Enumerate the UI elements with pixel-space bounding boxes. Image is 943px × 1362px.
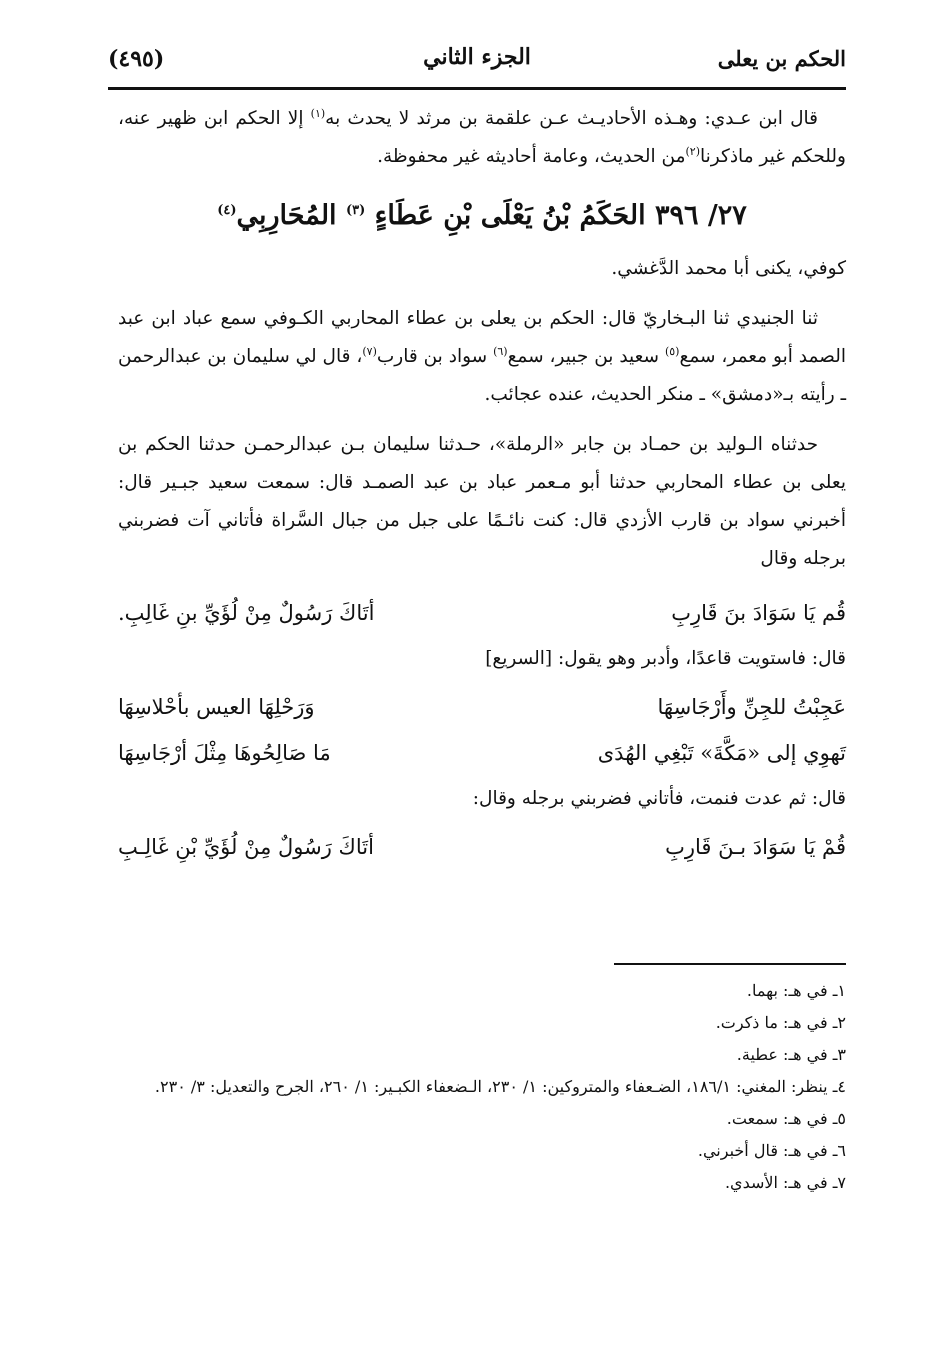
volume-label: الجزء الثاني (423, 44, 531, 70)
verse-first-hemistich: عَجِبْتُ للجِنِّ وأَرْجَاسِهَا (657, 695, 846, 719)
footnote-item: ٧ـ في هـ: الأسدي. (724, 1173, 846, 1192)
entry-name: الحَكَمُ بْنُ يَعْلَى بْنِ عَطَاءٍ (365, 200, 655, 231)
running-header (108, 40, 846, 84)
entry-number: ٢٧/ ٣٩٦ (655, 200, 747, 231)
footnote-ref-5: (٥) (664, 344, 680, 358)
footnote-item: ٥ـ في هـ: سمعت. (726, 1109, 846, 1128)
footnote-item: ١ـ في هـ: بهما. (746, 981, 846, 1000)
footnote-item: ٤ـ ينظر: المغني: ١٨٦/١، الضـعفاء والمتروكين: ١/ ٢٣٠، الـضعفاء الكبـير: ١/ ٢٦٠، الجرح والتعديل: ٣/ ٢٣٠. (154, 1077, 846, 1096)
entry-nisba: المُحَارِبِي (236, 200, 346, 231)
footnotes (118, 975, 846, 1199)
verse-second-hemistich: وَرَحْلِهَا العيس بأحْلاسِهَا (118, 695, 315, 719)
header-rule (108, 87, 846, 90)
verse-first-hemistich: تَهوِي إلى «مَكَّةَ» تَبْغِي الهُدَى (597, 741, 846, 765)
paragraph-bukhari: ثنا الجنيدي ثنا البـخاريّ قال: الحكم بن يعلى بن عطاء المحاربي الكـوفي سمع عباد ابن عبد الصمد أبو معمر، سمع$^{(٥)}$ سعيد بن جبير، سمع$^{(٦)}$ سواد بن قارب$^{(٧)}$، قال لي سليمان بن عبدالرحمن ـ رأيته بـ«دمشق» ـ منكر الحديث، عنده عجائب. (118, 308, 846, 405)
meter-note: قال: فاستويت قاعدًا، وأدبر وهو يقول: [السريع] (485, 648, 846, 669)
footnote-ref-2: (٢) (685, 144, 701, 158)
footnote-item: ٦ـ في هـ: قال أخبرني. (697, 1141, 846, 1160)
verse-second-hemistich: أتَاكَ رَسُولٌ مِنْ لُؤَيِّ بنِ غَالِبِ. (118, 601, 375, 625)
verse-first-hemistich: قُم يَا سَوَادَ بنَ قَارِبِ (671, 601, 846, 625)
verse-line (118, 684, 846, 730)
paragraph-return: قال: ثم عدت فنمت، فأتاني فضربني برجله وقال: (472, 788, 846, 809)
footnote-ref-3: (٣) (345, 203, 366, 218)
main-text (118, 100, 846, 870)
footnote-item: ٣ـ في هـ: عطية. (736, 1045, 846, 1064)
verse-first-hemistich: قُمْ يَا سَوَادَ بـنَ قَارِبِ (665, 835, 846, 859)
footnote-ref-1: (١) (310, 106, 326, 120)
paragraph-hadith-chain: حدثناه الـوليد بن حمـاد بن جابر «الرملة»، حـدثنا سليمان بـن عبدالرحمـن حدثنا الحكم بن يعلى بن عطاء المحاربي حدثنا أبو مـعمر عباد بن عبد الصمـد قال: سمعت سعيد جبـير قال: أخبرني سواد بن قارب الأزدي قال: كنت نائـمًا على جبل من جبال السَّراة فأتاني آت فضربني برجله وقال (118, 434, 846, 569)
verse-second-hemistich: أتَاكَ رَسُولٌ مِنْ لُؤَيِّ بْنِ غَالِـبِ (118, 835, 374, 859)
footnote-item: ٢ـ في هـ: ما ذكرت. (715, 1013, 846, 1032)
paragraph-ibn-adi: قال ابن عـدي: وهـذه الأحاديـث عـن علقمة بن مرثد لا يحدث به$^{(١)}$ إلا الحكم ابن ظهير عنه، وللحكم غير ماذكرنا$^{(٢)}$من الحديث، وعامة أحاديثه غير محفوظة. (118, 106, 846, 167)
footnote-ref-4: (٤) (217, 203, 237, 218)
entry-heading (118, 188, 846, 244)
footnote-separator (614, 963, 846, 965)
verse-second-hemistich: مَا صَالِحُوهَا مِثْلَ أرْجَاسِهَا (118, 741, 331, 765)
paragraph-kunya: كوفي، يكنى أبا محمد الدَّغشي. (611, 258, 846, 279)
page-number: (٤٩٥) (108, 46, 165, 72)
footnote-ref-7: (٧) (362, 344, 377, 358)
running-title: الحكم بن يعلى (717, 46, 846, 71)
verse-line (118, 590, 846, 636)
verse-line (118, 730, 846, 776)
footnote-ref-6: (٦) (493, 344, 508, 358)
verse-line (118, 824, 846, 870)
